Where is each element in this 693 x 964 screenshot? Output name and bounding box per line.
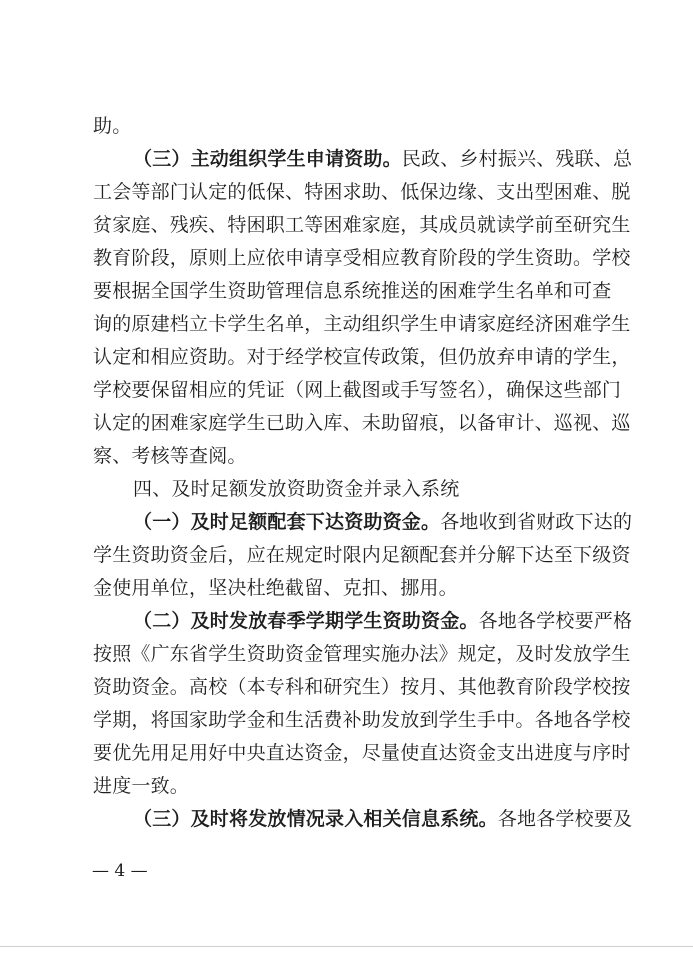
subsection-heading: （一）及时足额配套下达资助资金。	[133, 511, 441, 533]
subsection-heading-line: （三）主动组织学生申请资助。民政、乡村振兴、残联、总	[133, 148, 633, 170]
subsection-heading: （二）及时发放春季学期学生资助资金。	[133, 610, 479, 632]
section-heading: 四、及时足额发放资助资金并录入系统	[133, 478, 460, 500]
body-line: 资助资金。高校（本专科和研究生）按月、其他教育阶段学校按	[93, 676, 631, 698]
body-line: 要优先用足用好中央直达资金，尽量使直达资金支出进度与序时	[93, 742, 631, 764]
page-number: — 4 —	[92, 861, 148, 881]
subsection-heading-line: （二）及时发放春季学期学生资助资金。各地各学校要严格	[133, 610, 633, 632]
body-line: 认定和相应资助。对于经学校宣传政策，但仍放弃申请的学生，	[93, 346, 631, 368]
subsection-heading: （三）及时将发放情况录入相关信息系统。	[133, 808, 498, 830]
subsection-heading-line: （一）及时足额配套下达资助资金。各地收到省财政下达的	[133, 511, 633, 533]
body-line: 助。	[93, 115, 132, 137]
body-line: 学校要保留相应的凭证（网上截图或手写签名），确保这些部门	[93, 379, 622, 401]
body-line: 教育阶段，原则上应依申请享受相应教育阶段的学生资助。学校	[93, 247, 631, 269]
body-line: 金使用单位，坚决杜绝截留、克扣、挪用。	[93, 577, 458, 599]
body-line: 学期，将国家助学金和生活费补助发放到学生手中。各地各学校	[93, 709, 631, 731]
body-line: 询的原建档立卡学生名单，主动组织学生申请家庭经济困难学生	[93, 313, 631, 335]
body-line: 贫家庭、残疾、特困职工等困难家庭，其成员就读学前至研究生	[93, 214, 631, 236]
body-line: 工会等部门认定的低保、特困求助、低保边缘、支出型困难、脱	[93, 181, 631, 203]
body-line: 学生资助资金后，应在规定时限内足额配套并分解下达至下级资	[93, 544, 631, 566]
body-line: 要根据全国学生资助管理信息系统推送的困难学生名单和可查	[93, 280, 612, 302]
body-line: 按照《广东省学生资助资金管理实施办法》规定，及时发放学生	[93, 643, 631, 665]
body-line: 认定的困难家庭学生已助入库、未助留痕，以备审计、巡视、巡	[93, 412, 631, 434]
body-line: 察、考核等查阅。	[93, 445, 247, 467]
subsection-heading-line: （三）及时将发放情况录入相关信息系统。各地各学校要及	[133, 808, 633, 830]
bottom-divider	[0, 946, 693, 947]
subsection-heading: （三）主动组织学生申请资助。	[133, 148, 402, 170]
body-line: 进度一致。	[93, 775, 190, 797]
